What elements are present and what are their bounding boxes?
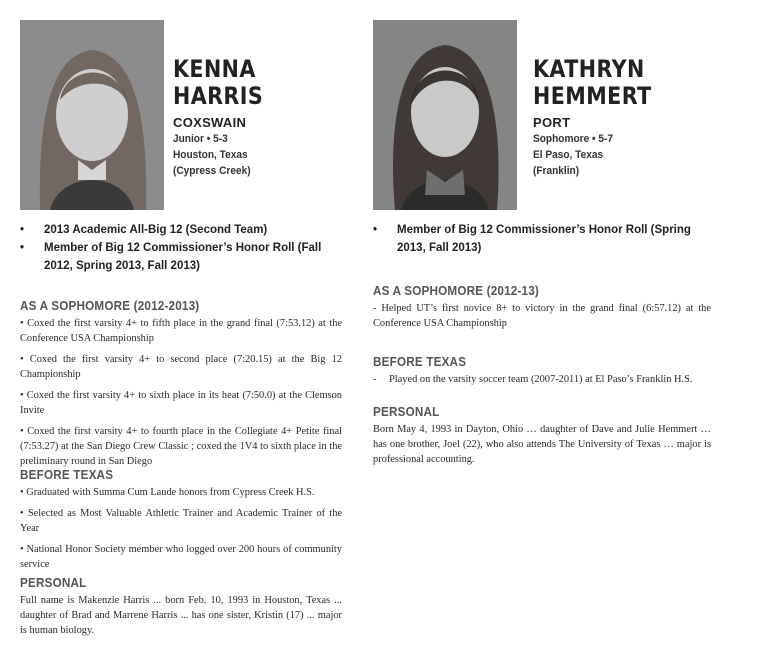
section-before-texas (20, 467, 342, 578)
section-heading: BEFORE TEXAS (20, 467, 114, 482)
section-heading: AS A SOPHOMORE (2012-13) (373, 283, 540, 298)
athlete-last-name: HARRIS (173, 82, 264, 110)
athlete-hometown: Houston, Texas (173, 149, 248, 161)
portrait-placeholder (20, 20, 164, 210)
athlete-school: (Franklin) (533, 165, 580, 177)
section-sophomore (373, 283, 711, 337)
section-item: • Selected as Most Valuable Athletic Trainer and Academic Trainer of the Year (20, 508, 342, 534)
section-item: - Helped UT’s first novice 8+ to victory in the grand final (6:57.12) at the Conference USA Championship (373, 303, 711, 329)
section-item: • Coxed the first varsity 4+ to fifth place in the grand final (7:53.12) at the Conference USA Championship (20, 318, 342, 344)
section-sophomore (20, 298, 342, 475)
section-item: • Graduated with Summa Cum Laude honors from Cypress Creek H.S. (20, 487, 315, 498)
section-heading: BEFORE TEXAS (373, 354, 467, 369)
section-before-texas (373, 354, 711, 393)
section-heading: PERSONAL (20, 575, 87, 590)
section-item: - Played on the varsity soccer team (2007-2011) at El Paso’s Franklin H.S. (373, 372, 711, 387)
section-item: Full name is Makenzie Harris ... born Feb. 10, 1993 in Houston, Texas ... daughter of Brad and Marrene Harris ... has one sister, Kristin (17) ... major is human biology. (20, 595, 342, 636)
athlete-hometown: El Paso, Texas (533, 149, 604, 161)
portrait-placeholder (373, 20, 517, 210)
section-item: • National Honor Society member who logged over 200 hours of community service (20, 544, 342, 570)
athlete-position: PORT (533, 115, 571, 130)
section-personal (373, 404, 711, 473)
athlete-position: COXSWAIN (173, 115, 247, 130)
section-heading: PERSONAL (373, 404, 440, 419)
athlete-first-name: KENNA (173, 55, 256, 83)
athlete-school: (Cypress Creek) (173, 165, 251, 177)
athlete-last-name: HEMMERT (533, 82, 652, 110)
athlete-info (173, 56, 278, 179)
athlete-class-height: Junior • 5-3 (173, 133, 228, 145)
athlete-class-height: Sophomore • 5-7 (533, 133, 614, 145)
honor-item: • Member of Big 12 Commissioner’s Honor Roll (Spring 2013, Fall 2013) (373, 221, 711, 257)
section-item: • Coxed the first varsity 4+ to fourth place in the Collegiate 4+ Petite final (7:53.27) at the San Diego Crew Classic ; coxed the 1V4 to sixth place in the preliminary round in San Diego (20, 426, 342, 467)
athlete-photo (20, 20, 164, 210)
honor-item: • 2013 Academic All-Big 12 (Second Team) (20, 221, 342, 239)
section-heading: AS A SOPHOMORE (2012-2013) (20, 298, 200, 313)
athlete-first-name: KATHRYN (533, 55, 645, 83)
honor-item: • Member of Big 12 Commissioner’s Honor Roll (Fall 2012, Spring 2013, Fall 2013) (20, 239, 342, 275)
section-item: Born May 4, 1993 in Dayton, Ohio … daughter of Dave and Julie Hemmert … has one brother, Joel (22), who also attends The University of Texas … major is professional accounting. (373, 424, 711, 465)
athlete-photo (373, 20, 517, 210)
honors-list (20, 221, 342, 275)
section-item: • Coxed the first varsity 4+ to second place (7:20.15) at the Big 12 Championship (20, 354, 342, 380)
honors-list (373, 221, 711, 257)
section-item: • Coxed the first varsity 4+ to sixth place in its heat (7:50.0) at the Clemson Invite (20, 390, 342, 416)
section-personal (20, 575, 342, 644)
athlete-info (533, 56, 671, 179)
